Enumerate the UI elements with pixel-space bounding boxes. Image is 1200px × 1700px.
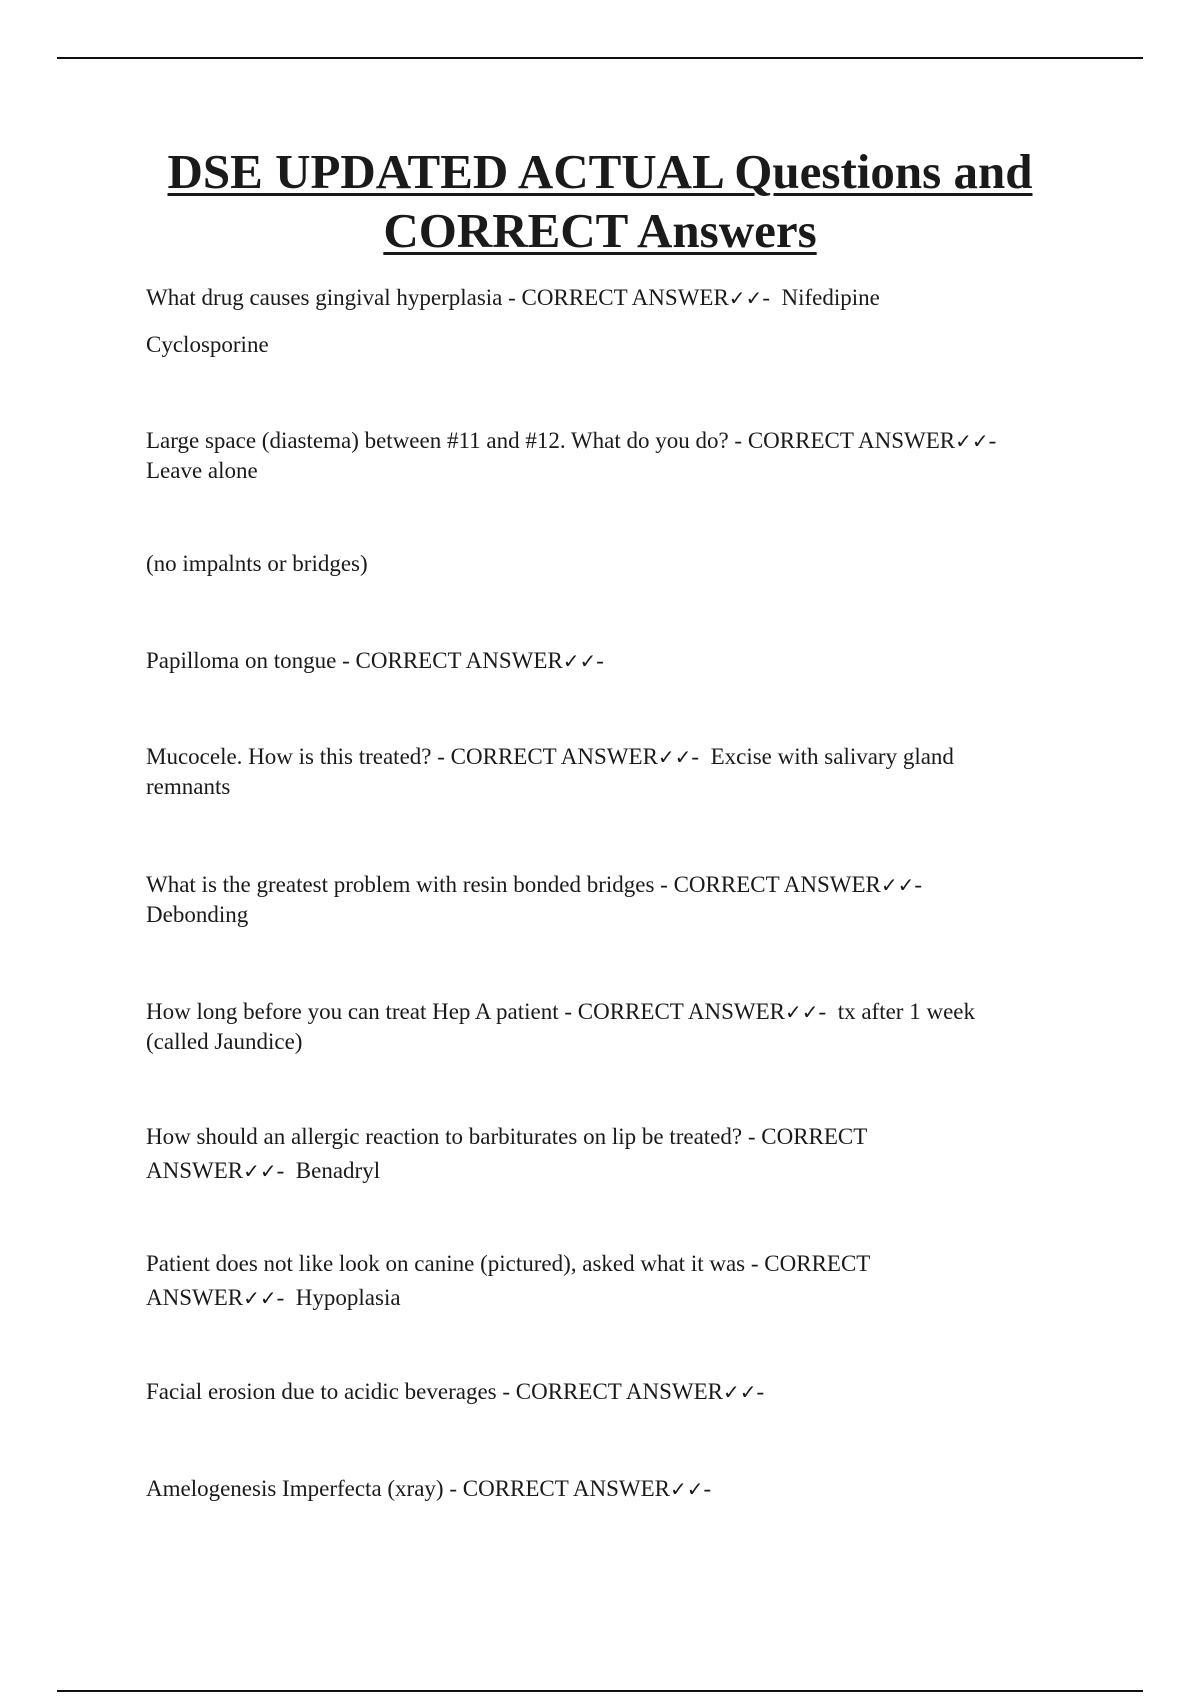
answer-marker: ANSWER [146, 1158, 244, 1183]
answer-text: - Hypoplasia [276, 1285, 401, 1310]
answer-text: (called Jaundice) [146, 1029, 303, 1054]
answer-text: - [703, 1476, 712, 1501]
qa-item [146, 870, 922, 930]
check-marks-icon: ✓✓ [562, 649, 597, 673]
header-rule [57, 57, 1143, 59]
answer-marker: CORRECT ANSWER [462, 1476, 670, 1501]
title-line-2: CORRECT Answers [383, 203, 817, 258]
check-marks-icon: ✓✓ [728, 286, 763, 310]
document-title [0, 142, 1200, 260]
qa-item [146, 646, 604, 676]
title-line-1: DSE UPDATED ACTUAL Questions and [167, 144, 1033, 199]
qa-item [146, 1474, 711, 1504]
answer-text: - [988, 428, 997, 453]
check-marks-icon: ✓✓ [243, 1159, 277, 1183]
question-text: Papilloma on tongue - [146, 648, 356, 673]
answer-marker: CORRECT ANSWER [515, 1379, 724, 1404]
check-marks-icon: ✓✓ [880, 873, 915, 897]
check-marks-icon: ✓✓ [243, 1286, 277, 1310]
question-text: How should an allergic reaction to barbiturates on lip be treated? - CORRECT [146, 1124, 868, 1149]
answer-text: - [756, 1379, 765, 1404]
check-marks-icon: ✓✓ [670, 1477, 704, 1501]
qa-item [146, 549, 368, 579]
check-marks-icon: ✓✓ [955, 429, 989, 453]
question-text: Amelogenesis Imperfecta (xray) - [146, 1476, 463, 1501]
question-text: (no impalnts or bridges) [146, 551, 368, 576]
question-text: Facial erosion due to acidic beverages - [146, 1379, 516, 1404]
answer-text: - Nifedipine [762, 285, 880, 310]
question-text: Cyclosporine [146, 332, 269, 357]
check-marks-icon: ✓✓ [657, 745, 692, 769]
answer-text: remnants [146, 774, 231, 799]
qa-item [146, 283, 880, 313]
question-text: Large space (diastema) between #11 and #12. What do you do? - [146, 428, 748, 453]
question-text: Mucocele. How is this treated? - [146, 744, 451, 769]
check-marks-icon: ✓✓ [723, 1380, 757, 1404]
qa-item [146, 1247, 870, 1315]
qa-item [146, 426, 996, 486]
footer-rule [57, 1690, 1143, 1692]
qa-item [146, 742, 954, 802]
answer-marker: CORRECT ANSWER [747, 428, 956, 453]
qa-item [146, 330, 269, 360]
answer-text: Leave alone [146, 458, 258, 483]
question-text: What is the greatest problem with resin bonded bridges - [146, 872, 674, 897]
answer-text: - [596, 648, 604, 673]
answer-text: - Benadryl [276, 1158, 381, 1183]
answer-text: - [914, 872, 923, 897]
answer-text: - tx after 1 week [818, 999, 975, 1024]
answer-marker: CORRECT ANSWER [673, 872, 881, 897]
answer-marker: CORRECT ANSWER [355, 648, 563, 673]
check-marks-icon: ✓✓ [785, 1000, 819, 1024]
qa-item [146, 997, 975, 1057]
qa-item [146, 1377, 764, 1407]
answer-marker: CORRECT ANSWER [450, 744, 658, 769]
answer-marker: CORRECT ANSWER [521, 285, 729, 310]
qa-item [146, 1120, 867, 1188]
question-text: Patient does not like look on canine (pictured), asked what it was - CORRECT [146, 1251, 871, 1276]
answer-marker: CORRECT ANSWER [577, 999, 786, 1024]
answer-marker: ANSWER [146, 1285, 244, 1310]
question-text: What drug causes gingival hyperplasia - [146, 285, 522, 310]
answer-text: Debonding [146, 902, 249, 927]
question-text: How long before you can treat Hep A patient - [146, 999, 578, 1024]
answer-text: - Excise with salivary gland [691, 744, 954, 769]
